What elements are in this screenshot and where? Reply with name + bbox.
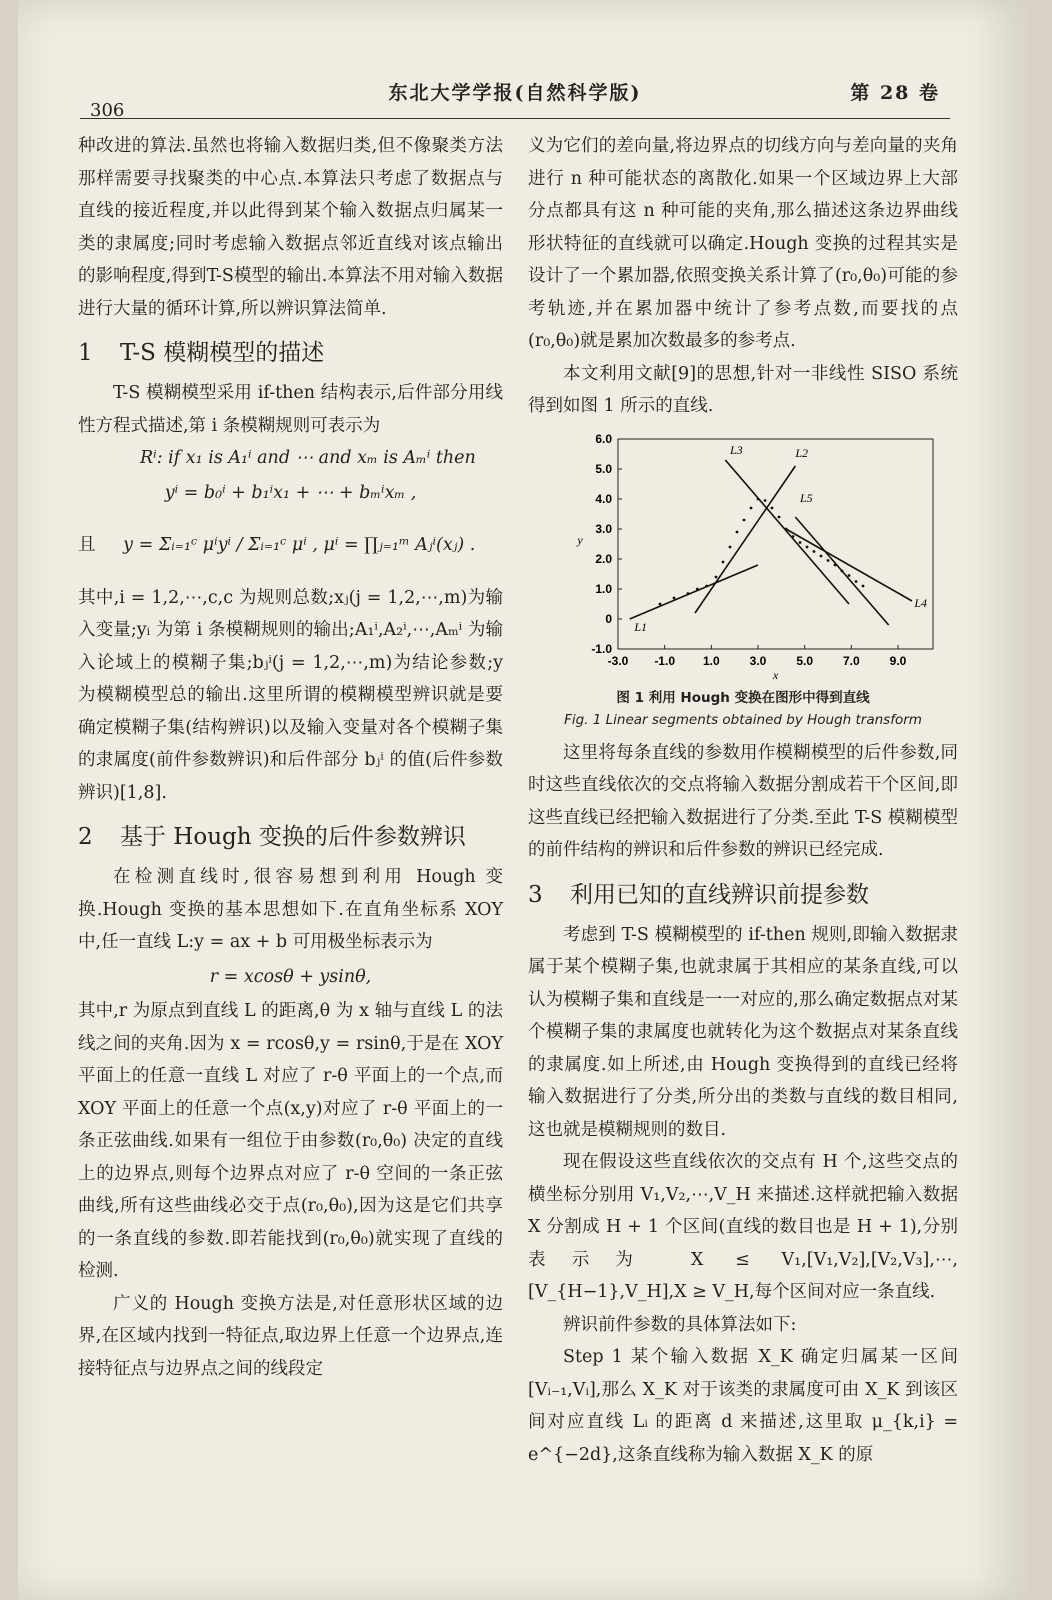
paragraph: 其中,i = 1,2,⋯,c,c 为规则总数;xⱼ(j = 1,2,⋯,m)为输入变量;yᵢ 为第 i 条模糊规则的输出;A₁ⁱ,A₂ⁱ,⋯,Aₘⁱ 为输入论域上的模糊子集;bⱼⁱ(j = 1,2,⋯,m)为结论参数;y 为模糊模型总的输出.这里所谓的模糊模型辨识就是要确定模糊子集(结构辨识)以及输入变量对各个模糊子集的隶属度(前件参数辨识)和后件部分 bⱼⁱ 的值(后件参数辨识)[1,8]. [78,587,503,803]
line-label: L2 [795,445,809,460]
volume-label: 第 28 卷 [850,82,940,104]
x-tick-label: 5.0 [796,653,814,668]
section-title: T-S 模糊模型的描述 [120,340,325,366]
fuzzy-rule: Rⁱ: if x₁ is A₁ⁱ and ⋯ and xₘ is Aₘⁱ then [140,448,476,468]
paragraph: 种改进的算法.虽然也将输入数据归类,但不像聚类方法那样需要寻找聚类的中心点.本算法只考虑了数据点与直线的接近程度,并以此得到某个输入数据点归属某一类的隶属度;同时考虑输入数据点邻近直线对该点输出的影响程度,得到T-S模型的输出.本算法不用对输入数据进行大量的循环计算,所以辨识算法简单. [78,136,503,319]
page-header [80,78,950,119]
paragraph: Step 1 某个输入数据 X_K 确定归属某一区间[Vᵢ₋₁,Vᵢ],那么 X_K 对于该类的隶属度可由 X_K 到该区间对应直线 Lᵢ 的距离 d 来描述,这里取 μ_{k,i} = e^{−2d},这条直线称为输入数据 X_K 的原 [528,1347,958,1465]
paragraph: 义为它们的差向量,将边界点的切线方向与差向量的夹角进行 n 种可能状态的离散化.如果一个区域边界上大部分点都具有这 n 种可能的夹角,那么描述这条边界曲线形状特征的直线就可以确定.Hough 变换的过程其实是设计了一个累加器,依照变换关系计算了(r₀,θ₀)可能的参考轨迹,并在累加器中统计了参考点数,而要找的点(r₀,θ₀)就是累加次数最多的参考点. [528,136,958,351]
hough-lines-chart [528,427,958,687]
y-tick-label: 6.0 [595,431,612,446]
sample-point [806,545,809,548]
section-heading-3 [528,877,958,913]
x-axis-label: x [772,667,779,682]
equation [78,511,503,580]
sample-point [696,587,699,590]
sample-point [813,550,816,553]
paragraph: 其中,r 为原点到直线 L 的距离,θ 为 x 轴与直线 L 的法线之间的夹角.因为 x = rcosθ,y = rsinθ,于是在 XOY 平面上的任意一直线 L 对应了 r-θ 平面上的一个点,而 XOY 平面上的任意一个点(x,y)对应了 r-θ 平面上的一条正弦曲线.如果有一组位于由参数(r₀,θ₀) 决定的直线上的边界点,则每个边界点对应了 r-θ 空间的一条正弦曲线,所有这些曲线必交于点(r₀,θ₀),因为这是它们共享的一条直线的参数.即若能找到(r₀,θ₀)就实现了直线的检测. [78,1001,503,1281]
sample-point [862,584,865,587]
paragraph: T-S 模糊模型采用 if-then 结构表示,后件部分用线性方程式描述,第 i 条模糊规则可表示为 [78,383,503,436]
figure-1 [528,427,958,687]
line-label: L4 [914,595,928,610]
sample-point [792,535,795,538]
section-title: 基于 Hough 变换的后件参数辨识 [120,824,466,850]
sample-point [785,527,788,530]
sample-point [705,584,708,587]
sample-point [673,596,676,599]
x-tick-label: 7.0 [842,653,860,668]
figure-caption-en: Fig. 1 Linear segments obtained by Hough transform [564,711,922,728]
y-tick-label: 3.0 [595,521,612,536]
x-tick-label: -3.0 [607,653,629,668]
x-tick-label: 9.0 [889,653,907,668]
sample-point [799,541,802,544]
line-label: L1 [634,619,648,634]
sample-point [848,574,851,577]
paragraph: 现在假设这些直线依次的交点有 H 个,这些交点的横坐标分别用 V₁,V₂,⋯,V_H 来描述.这样就把输入数据 X 分割成 H + 1 个区间(直线的数目也是 H + 1),分别表示为 X ≤ V₁,[V₁,V₂],[V₂,V₃],⋯,[V_{H−1},V_H],X ≥ V_H,每个区间对应一条直线. [528,1152,958,1302]
sample-point [736,530,739,533]
series-line-l4 [786,529,912,601]
paragraph: 在检测直线时,很容易想到利用 Hough 变换.Hough 变换的基本思想如下.在直角坐标系 XOY 中,任一直线 L:y = ax + b 可用极坐标表示为 [78,867,503,952]
sample-point [715,575,718,578]
line-label: L5 [800,490,813,505]
y-axis-label: y [577,532,583,547]
y-tick-label: -1.0 [591,641,612,656]
sample-point [764,499,767,502]
sample-point [834,563,837,566]
right-column [528,130,958,1471]
section-number: 3 [528,881,543,908]
x-tick-label: 1.0 [702,653,720,668]
section-heading-2 [78,819,503,855]
sample-point [687,592,690,595]
line-label: L3 [730,442,743,457]
sample-point [722,560,725,563]
sample-point [750,506,753,509]
section-title: 利用已知的直线辨识前提参数 [570,881,869,908]
x-tick-label: 3.0 [749,653,767,668]
sample-point [855,580,858,583]
sample-point [778,515,781,518]
paragraph: 辨识前件参数的具体算法如下: [563,1314,797,1335]
y-tick-label: 4.0 [595,491,612,506]
figure-caption-zh: 图 1 利用 Hough 变换在图形中得到直线 [616,689,870,706]
y-tick-label: 0 [605,611,612,626]
equation: yⁱ = b₀ⁱ + b₁ⁱx₁ + ⋯ + bₘⁱxₘ , [164,482,417,503]
plot-frame [618,439,933,649]
sample-point [659,602,662,605]
sample-point [820,554,823,557]
left-column [78,130,503,1385]
paragraph: 这里将每条直线的参数用作模糊模型的后件参数,同时这些直线依次的交点将输入数据分割成若干个区间,即这些直线已经把输入数据进行了分类.至此 T-S 模糊模型的前件结构的辨识和后件参数的辨识已经完成. [528,742,958,860]
equation-body: y = Σᵢ₌₁ᶜ μⁱyⁱ / Σᵢ₌₁ᶜ μⁱ , μⁱ = ∏ⱼ₌₁ᵐ Aⱼⁱ(xⱼ) . [123,535,476,555]
page-number: 306 [90,100,125,121]
sample-point [841,569,844,572]
series-line-l2 [695,466,795,613]
sample-point [729,545,732,548]
y-tick-label: 5.0 [595,461,612,476]
section-number: 2 [78,824,93,850]
y-tick-label: 1.0 [595,581,612,596]
x-tick-label: -1.0 [654,653,676,668]
series-line-l1 [630,565,758,619]
section-number: 1 [78,340,93,366]
y-tick-label: 2.0 [595,551,612,566]
sample-point [827,559,830,562]
journal-page [18,0,1028,1600]
sample-point [743,518,746,521]
paragraph: 本文利用文献[9]的思想,针对一非线性 SISO 系统得到如图 1 所示的直线. [528,363,958,416]
equation-label: 且 [78,535,96,555]
equation: r = xcosθ + ysinθ, [209,966,372,987]
section-heading-1 [78,335,503,371]
sample-point [757,497,760,500]
paragraph: 考虑到 T-S 模糊模型的 if-then 规则,即输入数据隶属于某个模糊子集,也就隶属于其相应的某条直线,可以认为模糊子集和直线是一一对应的,那么确定数据点对某个模糊子集的隶属度也就转化为这个数据点对某条直线的隶属度.如上所述,由 Hough 变换得到的直线已经将输入数据进行了分类,所分出的类数与直线的数目相同,这也就是模糊规则的数目. [528,924,958,1140]
paragraph: 广义的 Hough 变换方法是,对任意形状区域的边界,在区域内找到一特征点,取边界上任意一个边界点,连接特征点与边界点之间的线段定 [78,1293,503,1379]
journal-title: 东北大学学报(自然科学版) [388,82,642,104]
series-line-l3 [725,460,849,604]
sample-point [771,506,774,509]
